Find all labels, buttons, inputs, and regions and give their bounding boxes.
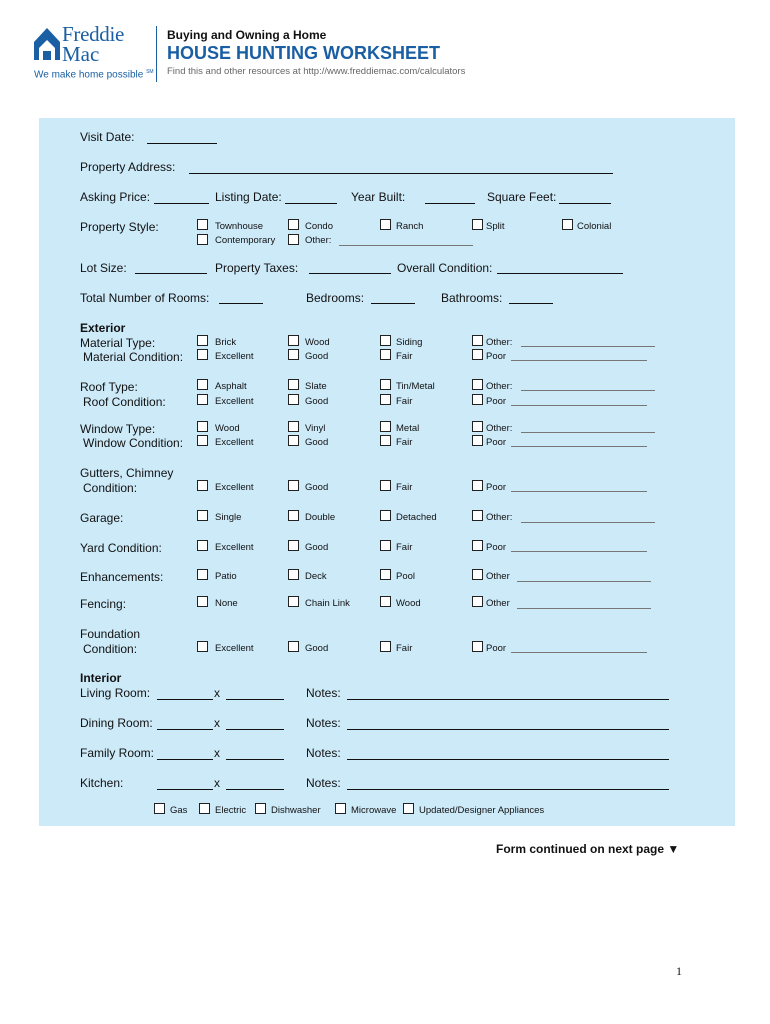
checkbox-window-poor[interactable] — [472, 435, 483, 446]
asking-price-field[interactable] — [154, 203, 209, 204]
year-built-field[interactable] — [425, 203, 475, 204]
lot-size-field[interactable] — [135, 273, 207, 274]
option-fair: Fair — [396, 437, 413, 448]
living-room-notes-label: Notes: — [306, 686, 341, 700]
dimension-separator: x — [214, 686, 220, 700]
option-excellent: Excellent — [215, 396, 254, 407]
checkbox-yard-good[interactable] — [288, 540, 299, 551]
checkbox-foundation-fair[interactable] — [380, 641, 391, 652]
kitchen-label: Kitchen: — [80, 776, 124, 790]
checkbox-fence-other[interactable] — [472, 596, 483, 607]
appliance-designer: Updated/Designer Appliances — [419, 805, 545, 816]
option-pool: Pool — [396, 571, 416, 582]
option-good: Good — [305, 351, 329, 362]
worksheet-panel — [39, 118, 735, 826]
checkbox-roof-excellent[interactable] — [197, 394, 208, 405]
kitchen-length-field[interactable] — [226, 789, 284, 790]
option-poor: Poor — [486, 542, 507, 553]
option-tin-metal: Tin/Metal — [396, 381, 435, 392]
option-colonial: Colonial — [577, 221, 612, 232]
dimension-separator: x — [214, 716, 220, 730]
dimension-separator: x — [214, 746, 220, 760]
checkbox-tin-metal[interactable] — [380, 379, 391, 390]
bedrooms-label: Bedrooms: — [306, 291, 365, 305]
checkbox-gutters-fair[interactable] — [380, 480, 391, 491]
yard-poor-field[interactable] — [511, 551, 647, 552]
checkbox-roof-good[interactable] — [288, 394, 299, 405]
square-feet-field[interactable] — [559, 203, 611, 204]
appliance-dishwasher: Dishwasher — [271, 805, 321, 816]
dining-room-notes-field[interactable] — [347, 729, 669, 730]
tagline-text: We make home possible — [34, 69, 144, 81]
checkbox-window-excellent[interactable] — [197, 435, 208, 446]
property-taxes-label: Property Taxes: — [215, 261, 299, 275]
option-vinyl: Vinyl — [305, 423, 326, 434]
appliance-microwave: Microwave — [351, 805, 397, 816]
checkbox-brick[interactable] — [197, 335, 208, 346]
checkbox-foundation-excellent[interactable] — [197, 641, 208, 652]
checkbox-gas[interactable] — [154, 803, 165, 814]
option-poor: Poor — [486, 351, 507, 362]
checkbox-designer-appliances[interactable] — [403, 803, 414, 814]
option-good: Good — [305, 396, 329, 407]
option-excellent: Excellent — [215, 643, 254, 654]
listing-date-label: Listing Date: — [215, 190, 282, 204]
checkbox-dishwasher[interactable] — [255, 803, 266, 814]
roof-type-label: Roof Type: — [80, 380, 138, 394]
option-fair: Fair — [396, 396, 413, 407]
window-type-label: Window Type: — [80, 422, 156, 436]
checkbox-split[interactable] — [472, 219, 483, 230]
gutters-condition-label: Condition: — [83, 481, 138, 495]
option-enhancement-other: Other — [486, 571, 510, 582]
document-subtitle: Buying and Owning a Home — [167, 28, 327, 42]
dimension-separator: x — [214, 776, 220, 790]
resource-link[interactable]: Find this and other resources at http://www.freddiemac.com/calculators — [167, 66, 466, 77]
checkbox-double[interactable] — [288, 510, 299, 521]
property-style-label: Property Style: — [80, 220, 159, 234]
option-patio: Patio — [215, 571, 237, 582]
page-number: 1 — [676, 964, 682, 978]
appliance-gas: Gas — [170, 805, 188, 816]
option-window-wood: Wood — [215, 423, 240, 434]
option-poor: Poor — [486, 643, 507, 654]
material-poor-field[interactable] — [511, 360, 647, 361]
option-window-other: Other: — [486, 423, 513, 434]
dining-room-width-field[interactable] — [157, 729, 213, 730]
dining-room-label: Dining Room: — [80, 716, 153, 730]
garage-other-field[interactable] — [521, 522, 655, 523]
roof-poor-field[interactable] — [511, 405, 647, 406]
checkbox-yard-fair[interactable] — [380, 540, 391, 551]
foundation-condition-label: Condition: — [83, 642, 138, 656]
checkbox-townhouse[interactable] — [197, 219, 208, 230]
checkbox-chain-link[interactable] — [288, 596, 299, 607]
living-room-notes-field[interactable] — [347, 699, 669, 700]
option-slate: Slate — [305, 381, 327, 392]
option-split: Split — [486, 221, 505, 232]
checkbox-roof-fair[interactable] — [380, 394, 391, 405]
option-good: Good — [305, 437, 329, 448]
checkbox-roof-poor[interactable] — [472, 394, 483, 405]
family-room-notes-label: Notes: — [306, 746, 341, 760]
foundation-label: Foundation — [80, 627, 141, 641]
option-asphalt: Asphalt — [215, 381, 247, 392]
option-condo: Condo — [305, 221, 333, 232]
option-material-wood: Wood — [305, 337, 330, 348]
interior-heading: Interior — [80, 671, 122, 685]
yard-condition-label: Yard Condition: — [80, 541, 162, 555]
appliance-electric: Electric — [215, 805, 247, 816]
checkbox-window-fair[interactable] — [380, 435, 391, 446]
checkbox-none[interactable] — [197, 596, 208, 607]
exterior-heading: Exterior — [80, 321, 126, 335]
option-chain-link: Chain Link — [305, 598, 350, 609]
checkbox-ranch[interactable] — [380, 219, 391, 230]
property-taxes-field[interactable] — [309, 273, 391, 274]
gutters-label: Gutters, Chimney — [80, 466, 174, 480]
option-siding: Siding — [396, 337, 423, 348]
option-brick: Brick — [215, 337, 237, 348]
family-room-length-field[interactable] — [226, 759, 284, 760]
option-excellent: Excellent — [215, 437, 254, 448]
checkbox-window-good[interactable] — [288, 435, 299, 446]
overall-condition-label: Overall Condition: — [397, 261, 493, 275]
option-double: Double — [305, 512, 336, 523]
family-room-notes-field[interactable] — [347, 759, 669, 760]
option-fair: Fair — [396, 351, 413, 362]
freddie-mac-house-logo-icon — [34, 26, 64, 62]
option-window-metal: Metal — [396, 423, 420, 434]
property-address-label: Property Address: — [80, 160, 176, 174]
checkbox-gutters-poor[interactable] — [472, 480, 483, 491]
option-fence-wood: Wood — [396, 598, 421, 609]
checkbox-enhancement-other[interactable] — [472, 569, 483, 580]
checkbox-roof-other[interactable] — [472, 379, 483, 390]
checkbox-siding[interactable] — [380, 335, 391, 346]
checkbox-contemporary[interactable] — [197, 234, 208, 245]
checkbox-detached[interactable] — [380, 510, 391, 521]
foundation-poor-field[interactable] — [511, 652, 647, 653]
checkbox-window-metal[interactable] — [380, 421, 391, 432]
checkbox-window-wood[interactable] — [197, 421, 208, 432]
option-excellent: Excellent — [215, 542, 254, 553]
gutters-poor-field[interactable] — [511, 491, 647, 492]
option-fence-other: Other — [486, 598, 510, 609]
property-address-field[interactable] — [189, 173, 613, 174]
option-fair: Fair — [396, 482, 413, 493]
overall-condition-field[interactable] — [497, 273, 623, 274]
material-condition-label: Material Condition: — [83, 350, 184, 364]
option-good: Good — [305, 482, 329, 493]
checkbox-fence-wood[interactable] — [380, 596, 391, 607]
option-single: Single — [215, 512, 242, 523]
logo-wordmark-line1: Freddie — [62, 22, 125, 46]
option-good: Good — [305, 643, 329, 654]
header-divider — [156, 26, 157, 82]
kitchen-notes-label: Notes: — [306, 776, 341, 790]
option-ranch: Ranch — [396, 221, 424, 232]
visit-date-label: Visit Date: — [80, 130, 135, 144]
logo-wordmark-line2: Mac — [62, 42, 100, 66]
asking-price-label: Asking Price: — [80, 190, 151, 204]
option-good: Good — [305, 542, 329, 553]
option-excellent: Excellent — [215, 482, 254, 493]
checkbox-slate[interactable] — [288, 379, 299, 390]
garage-label: Garage: — [80, 511, 124, 525]
year-built-label: Year Built: — [351, 190, 406, 204]
living-room-label: Living Room: — [80, 686, 151, 700]
fence-other-field[interactable] — [517, 608, 651, 609]
bathrooms-label: Bathrooms: — [441, 291, 503, 305]
dining-room-notes-label: Notes: — [306, 716, 341, 730]
checkbox-material-fair[interactable] — [380, 349, 391, 360]
roof-other-field[interactable] — [521, 390, 655, 391]
visit-date-field[interactable] — [147, 143, 217, 144]
material-other-field[interactable] — [521, 346, 655, 347]
checkbox-patio[interactable] — [197, 569, 208, 580]
option-poor: Poor — [486, 396, 507, 407]
material-type-label: Material Type: — [80, 336, 156, 350]
checkbox-condo[interactable] — [288, 219, 299, 230]
option-deck: Deck — [305, 571, 327, 582]
option-poor: Poor — [486, 482, 507, 493]
checkbox-deck[interactable] — [288, 569, 299, 580]
checkbox-material-wood[interactable] — [288, 335, 299, 346]
option-excellent: Excellent — [215, 351, 254, 362]
family-room-label: Family Room: — [80, 746, 155, 760]
checkbox-style-other[interactable] — [288, 234, 299, 245]
continued-notice: Form continued on next page ▼ — [496, 842, 680, 856]
total-rooms-field[interactable] — [219, 303, 263, 304]
family-room-width-field[interactable] — [157, 759, 213, 760]
option-roof-other: Other: — [486, 381, 513, 392]
checkbox-electric[interactable] — [199, 803, 210, 814]
checkbox-material-good[interactable] — [288, 349, 299, 360]
option-garage-other: Other: — [486, 512, 513, 523]
option-fair: Fair — [396, 542, 413, 553]
service-mark: SM — [146, 69, 154, 75]
square-feet-label: Square Feet: — [487, 190, 557, 204]
checkbox-material-excellent[interactable] — [197, 349, 208, 360]
living-room-width-field[interactable] — [157, 699, 213, 700]
checkbox-material-other[interactable] — [472, 335, 483, 346]
tagline — [34, 69, 154, 80]
window-condition-label: Window Condition: — [83, 436, 184, 450]
option-none: None — [215, 598, 238, 609]
checkbox-gutters-excellent[interactable] — [197, 480, 208, 491]
kitchen-width-field[interactable] — [157, 789, 213, 790]
document-title: HOUSE HUNTING WORKSHEET — [167, 43, 441, 63]
roof-condition-label: Roof Condition: — [83, 395, 166, 409]
checkbox-yard-poor[interactable] — [472, 540, 483, 551]
bathrooms-field[interactable] — [509, 303, 553, 304]
checkbox-window-other[interactable] — [472, 421, 483, 432]
option-poor: Poor — [486, 437, 507, 448]
fencing-label: Fencing: — [80, 597, 127, 611]
window-other-field[interactable] — [521, 432, 655, 433]
listing-date-field[interactable] — [285, 203, 337, 204]
enhancement-other-field[interactable] — [517, 581, 651, 582]
checkbox-pool[interactable] — [380, 569, 391, 580]
checkbox-vinyl[interactable] — [288, 421, 299, 432]
checkbox-foundation-good[interactable] — [288, 641, 299, 652]
checkbox-asphalt[interactable] — [197, 379, 208, 390]
option-style-other: Other: — [305, 235, 332, 246]
bedrooms-field[interactable] — [371, 303, 415, 304]
kitchen-notes-field[interactable] — [347, 789, 669, 790]
lot-size-label: Lot Size: — [80, 261, 127, 275]
total-rooms-label: Total Number of Rooms: — [80, 291, 210, 305]
living-room-length-field[interactable] — [226, 699, 284, 700]
window-poor-field[interactable] — [511, 446, 647, 447]
style-other-field[interactable] — [339, 245, 473, 246]
checkbox-material-poor[interactable] — [472, 349, 483, 360]
checkbox-garage-other[interactable] — [472, 510, 483, 521]
checkbox-yard-excellent[interactable] — [197, 540, 208, 551]
dining-room-length-field[interactable] — [226, 729, 284, 730]
enhancements-label: Enhancements: — [80, 570, 164, 584]
option-detached: Detached — [396, 512, 437, 523]
checkbox-microwave[interactable] — [335, 803, 346, 814]
option-material-other: Other: — [486, 337, 513, 348]
checkbox-single[interactable] — [197, 510, 208, 521]
checkbox-colonial[interactable] — [562, 219, 573, 230]
option-fair: Fair — [396, 643, 413, 654]
option-townhouse: Townhouse — [215, 221, 264, 232]
option-contemporary: Contemporary — [215, 235, 276, 246]
checkbox-gutters-good[interactable] — [288, 480, 299, 491]
checkbox-foundation-poor[interactable] — [472, 641, 483, 652]
